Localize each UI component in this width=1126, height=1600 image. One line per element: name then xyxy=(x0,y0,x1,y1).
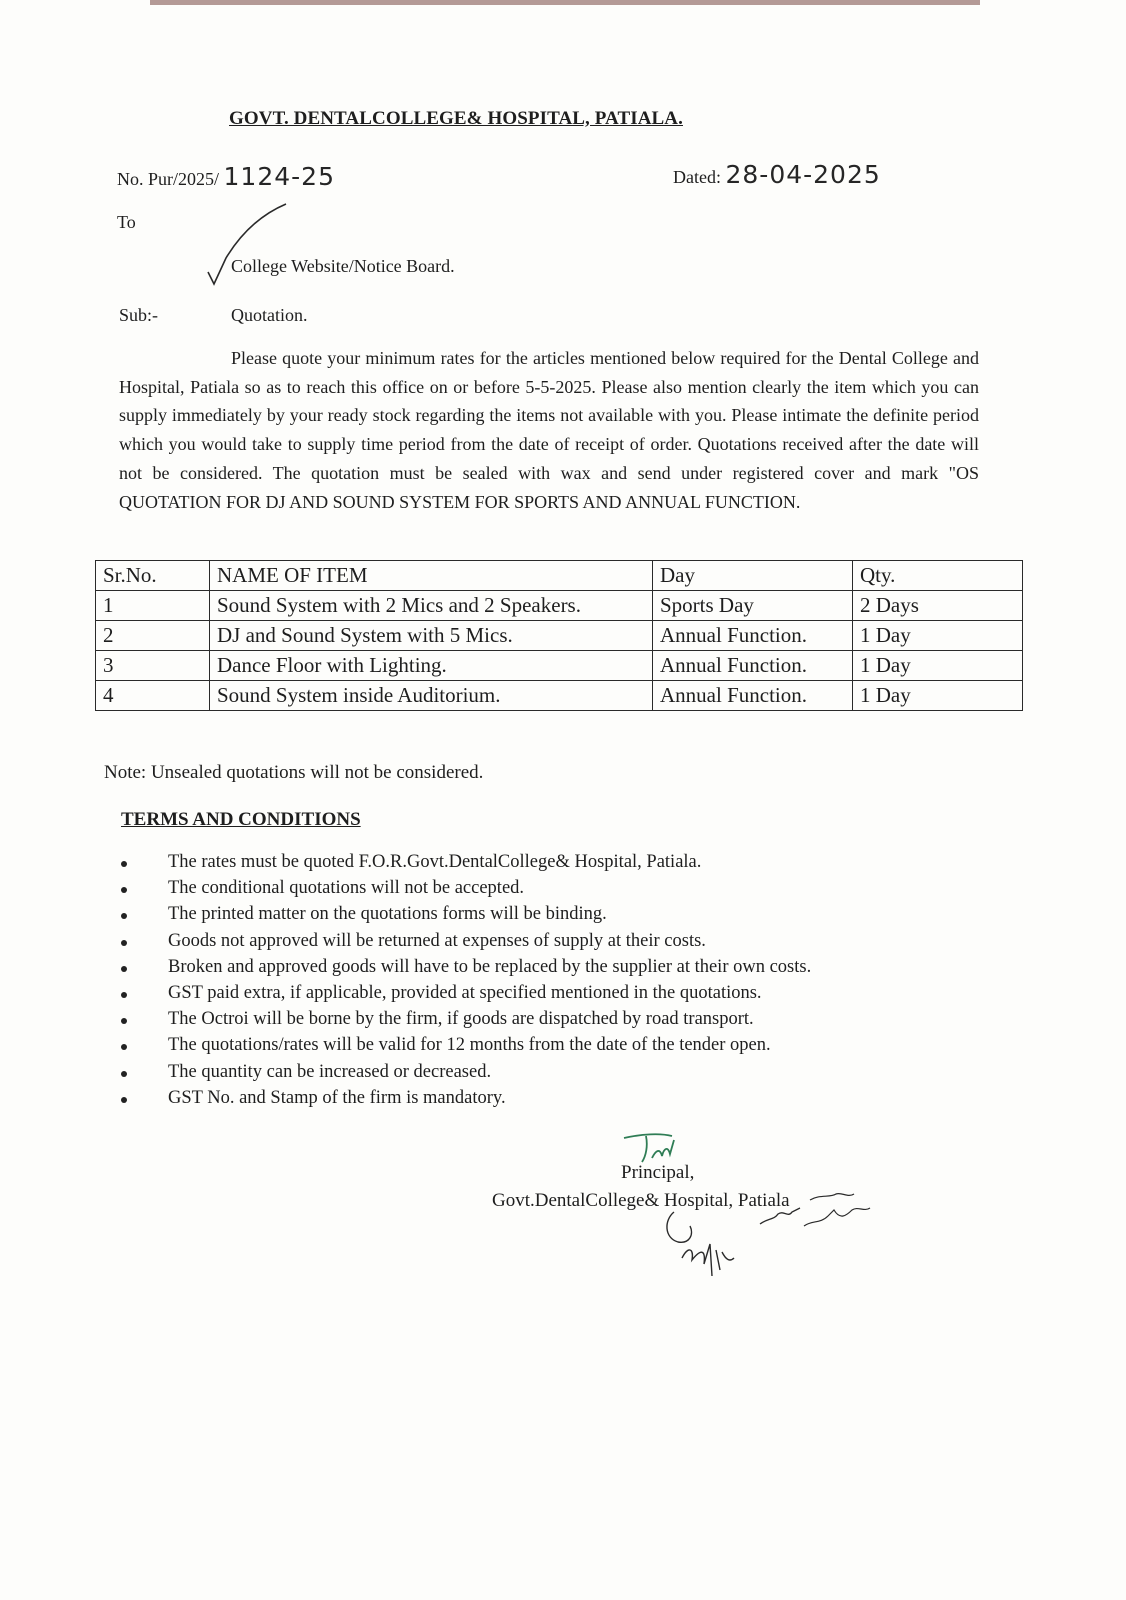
subject-label: Sub:- xyxy=(119,305,159,325)
bullet-icon xyxy=(121,966,127,972)
bullet-icon xyxy=(121,940,127,946)
table-row xyxy=(96,651,1023,681)
cell-qty: 1 Day xyxy=(853,681,1023,711)
cell-srno: 2 xyxy=(96,621,210,651)
table-row xyxy=(96,681,1023,711)
handwritten-signature-icon xyxy=(660,1190,910,1290)
table-row xyxy=(96,621,1023,651)
term-text: The Octroi will be borne by the firm, if goods are dispatched by road transport. xyxy=(168,1009,754,1030)
column-header-qty: Qty. xyxy=(853,561,1023,591)
bullet-icon xyxy=(121,992,127,998)
cell-day: Sports Day xyxy=(653,591,853,621)
items-table xyxy=(95,560,1023,711)
body-paragraph: Please quote your minimum rates for the articles mentioned below required for the Dental College and Hospital, Patiala so as to reach this office on or before 5-5-2025. Please also mention clearly the item which you can supply immediately by your ready stock regarding the items not available with you. Please intimate the definite period which you would take to supply time period from the date of receipt of order. Quotations received after the date will not be considered. The quotation must be sealed with wax and send under registered cover and mark "OS QUOTATION FOR DJ AND SOUND SYSTEM FOR SPORTS AND ANNUAL FUNCTION. xyxy=(119,348,979,512)
to-label: To xyxy=(117,212,136,232)
cell-day: Annual Function. xyxy=(653,681,853,711)
bullet-icon xyxy=(121,887,127,893)
list-item xyxy=(0,983,811,1009)
bullet-icon xyxy=(121,1071,127,1077)
list-item xyxy=(0,1009,811,1035)
list-item xyxy=(0,852,811,878)
cell-srno: 3 xyxy=(96,651,210,681)
reference-number-handwritten: 1124-25 xyxy=(223,162,335,191)
term-text: GST paid extra, if applicable, provided at specified mentioned in the quotations. xyxy=(168,982,762,1003)
scan-top-edge xyxy=(150,0,980,5)
list-item xyxy=(0,931,811,957)
reference-label: No. Pur/2025/ xyxy=(117,169,220,189)
bullet-icon xyxy=(121,1097,127,1103)
list-item xyxy=(0,957,811,983)
date-label: Dated: xyxy=(673,167,721,187)
list-item xyxy=(0,878,811,904)
cell-day: Annual Function. xyxy=(653,651,853,681)
cell-qty: 2 Days xyxy=(853,591,1023,621)
cell-qty: 1 Day xyxy=(853,651,1023,681)
cell-srno: 1 xyxy=(96,591,210,621)
cell-day: Annual Function. xyxy=(653,621,853,651)
subject-text: Quotation. xyxy=(231,305,308,325)
table-row xyxy=(96,591,1023,621)
list-item xyxy=(0,1062,811,1088)
term-text: GST No. and Stamp of the firm is mandatory. xyxy=(168,1087,506,1108)
note: Note: Unsealed quotations will not be considered. xyxy=(104,762,484,783)
bullet-icon xyxy=(121,861,127,867)
terms-list xyxy=(0,852,811,1114)
list-item xyxy=(0,1035,811,1061)
cell-item: Sound System inside Auditorium. xyxy=(210,681,653,711)
bullet-icon xyxy=(121,913,127,919)
table-header-row xyxy=(96,561,1023,591)
cell-srno: 4 xyxy=(96,681,210,711)
page-title: GOVT. DENTALCOLLEGE& HOSPITAL, PATIALA. xyxy=(229,108,683,129)
bullet-icon xyxy=(121,1018,127,1024)
terms-title: TERMS AND CONDITIONS xyxy=(121,809,361,830)
bullet-icon xyxy=(121,1044,127,1050)
cell-qty: 1 Day xyxy=(853,621,1023,651)
reference-number xyxy=(117,162,335,191)
list-item xyxy=(0,1088,811,1114)
date-line xyxy=(673,160,881,189)
date-handwritten: 28-04-2025 xyxy=(725,160,881,189)
list-item xyxy=(0,904,811,930)
cell-item: Dance Floor with Lighting. xyxy=(210,651,653,681)
cell-item: Sound System with 2 Mics and 2 Speakers. xyxy=(210,591,653,621)
recipient: College Website/Notice Board. xyxy=(231,256,455,276)
cell-item: DJ and Sound System with 5 Mics. xyxy=(210,621,653,651)
column-header-srno: Sr.No. xyxy=(96,561,210,591)
term-text: The quotations/rates will be valid for 12 months from the date of the tender open. xyxy=(168,1035,771,1056)
term-text: The quantity can be increased or decreased. xyxy=(168,1061,492,1082)
column-header-item: NAME OF ITEM xyxy=(210,561,653,591)
signatory-organization: Govt.DentalCollege& Hospital, Patiala xyxy=(492,1190,790,1211)
term-text: Goods not approved will be returned at expenses of supply at their costs. xyxy=(168,930,706,951)
term-text: The conditional quotations will not be accepted. xyxy=(168,878,525,899)
signatory-designation: Principal, xyxy=(621,1162,695,1183)
term-text: Broken and approved goods will have to be replaced by the supplier at their own costs. xyxy=(168,956,812,977)
column-header-day: Day xyxy=(653,561,853,591)
term-text: The printed matter on the quotations forms will be binding. xyxy=(168,904,607,925)
term-text: The rates must be quoted F.O.R.Govt.DentalCollege& Hospital, Patiala. xyxy=(168,852,702,872)
